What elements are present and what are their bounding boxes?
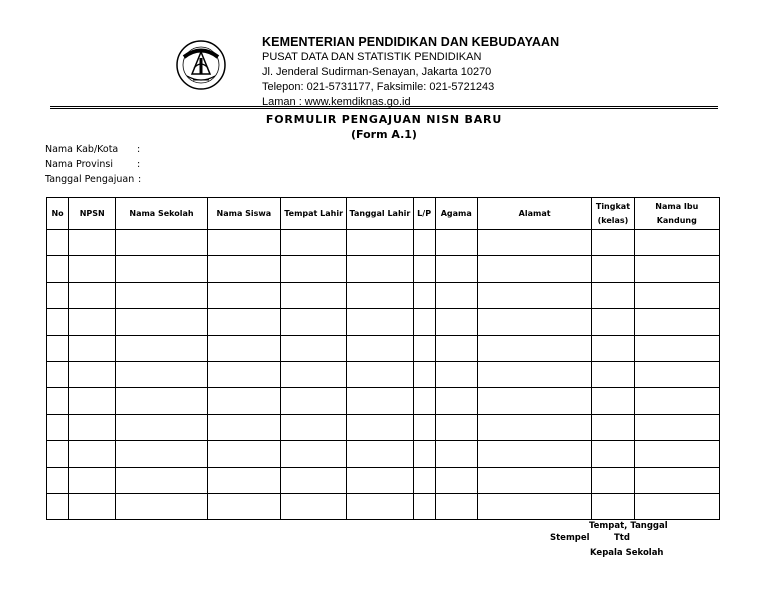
table-cell bbox=[116, 467, 207, 493]
table-row bbox=[47, 256, 720, 282]
table-cell bbox=[207, 441, 280, 467]
table-cell bbox=[634, 335, 719, 361]
address: Jl. Jenderal Sudirman-Senayan, Jakarta 10270 bbox=[262, 66, 492, 78]
table-cell bbox=[435, 361, 477, 387]
table-cell bbox=[592, 256, 634, 282]
table-cell bbox=[47, 335, 69, 361]
table-cell bbox=[435, 335, 477, 361]
header-agama: Agama bbox=[435, 198, 477, 230]
table-header-row bbox=[47, 198, 720, 230]
table-cell bbox=[413, 414, 435, 440]
table-cell bbox=[413, 361, 435, 387]
header-nama-ibu-kandung: Nama Ibu Kandung bbox=[634, 198, 719, 230]
table-cell bbox=[116, 361, 207, 387]
table-cell bbox=[69, 335, 116, 361]
table-cell bbox=[592, 414, 634, 440]
table-cell bbox=[347, 467, 413, 493]
table-row bbox=[47, 309, 720, 335]
field-label: Tanggal Pengajuan bbox=[45, 174, 135, 185]
table-cell bbox=[69, 230, 116, 256]
table-cell bbox=[281, 441, 347, 467]
table-cell bbox=[477, 493, 592, 519]
table-cell bbox=[207, 414, 280, 440]
table-cell bbox=[207, 335, 280, 361]
table-cell bbox=[207, 230, 280, 256]
table-cell bbox=[413, 230, 435, 256]
table-cell bbox=[347, 388, 413, 414]
table-cell bbox=[347, 361, 413, 387]
table-cell bbox=[413, 467, 435, 493]
table-cell bbox=[347, 230, 413, 256]
table-cell bbox=[116, 441, 207, 467]
table-cell bbox=[413, 309, 435, 335]
table-cell bbox=[69, 441, 116, 467]
table-cell bbox=[413, 493, 435, 519]
table-cell bbox=[47, 414, 69, 440]
website: Laman : www.kemdiknas.go.id bbox=[262, 96, 411, 108]
header-nama-siswa: Nama Siswa bbox=[207, 198, 280, 230]
table-cell bbox=[634, 361, 719, 387]
table-cell bbox=[477, 230, 592, 256]
table-cell bbox=[347, 493, 413, 519]
table-row bbox=[47, 335, 720, 361]
header-no: No bbox=[47, 198, 69, 230]
submission-table bbox=[46, 197, 720, 520]
table-cell bbox=[281, 493, 347, 519]
table-cell bbox=[477, 282, 592, 308]
table-row bbox=[47, 388, 720, 414]
table-cell bbox=[435, 441, 477, 467]
table-cell bbox=[207, 282, 280, 308]
table-cell bbox=[634, 388, 719, 414]
table-cell bbox=[477, 467, 592, 493]
table-cell bbox=[69, 361, 116, 387]
table-cell bbox=[281, 335, 347, 361]
table-row bbox=[47, 282, 720, 308]
field-label: Nama Provinsi bbox=[45, 159, 113, 170]
table-cell bbox=[435, 493, 477, 519]
table-cell bbox=[281, 414, 347, 440]
ministry-name: KEMENTERIAN PENDIDIKAN DAN KEBUDAYAAN bbox=[262, 35, 560, 49]
header-tempat-lahir: Tempat Lahir bbox=[281, 198, 347, 230]
table-cell bbox=[413, 282, 435, 308]
table-cell bbox=[281, 230, 347, 256]
table-cell bbox=[413, 388, 435, 414]
letterhead bbox=[262, 34, 559, 110]
table-cell bbox=[477, 361, 592, 387]
phone-fax: Telepon: 021-5731177, Faksimile: 021-5721243 bbox=[262, 81, 495, 93]
table-cell bbox=[634, 309, 719, 335]
table-cell bbox=[281, 388, 347, 414]
table-row bbox=[47, 441, 720, 467]
table-cell bbox=[634, 256, 719, 282]
table-cell bbox=[69, 388, 116, 414]
table-cell bbox=[281, 282, 347, 308]
table-cell bbox=[69, 493, 116, 519]
table-cell bbox=[281, 467, 347, 493]
header-npsn: NPSN bbox=[69, 198, 116, 230]
table-row bbox=[47, 230, 720, 256]
field-colon: : bbox=[137, 159, 141, 170]
table-cell bbox=[47, 361, 69, 387]
field-colon: : bbox=[138, 174, 142, 185]
header-lp: L/P bbox=[413, 198, 435, 230]
table-row bbox=[47, 361, 720, 387]
table-body bbox=[47, 230, 720, 520]
table-cell bbox=[592, 335, 634, 361]
table-cell bbox=[592, 361, 634, 387]
table-cell bbox=[207, 467, 280, 493]
table-cell bbox=[47, 467, 69, 493]
table-cell bbox=[435, 388, 477, 414]
table-cell bbox=[347, 309, 413, 335]
table-cell bbox=[69, 256, 116, 282]
table-cell bbox=[592, 467, 634, 493]
table-cell bbox=[477, 388, 592, 414]
table-row bbox=[47, 493, 720, 519]
center-name: PUSAT DATA DAN STATISTIK PENDIDIKAN bbox=[262, 51, 482, 63]
table-cell bbox=[477, 335, 592, 361]
signature-place-date: Tempat, Tanggal bbox=[589, 521, 668, 531]
table-cell bbox=[69, 309, 116, 335]
table-cell bbox=[116, 256, 207, 282]
table-cell bbox=[435, 230, 477, 256]
field-kab-kota bbox=[45, 142, 141, 157]
table-cell bbox=[592, 282, 634, 308]
table-cell bbox=[47, 256, 69, 282]
table-row bbox=[47, 467, 720, 493]
table-cell bbox=[347, 282, 413, 308]
form-fields bbox=[45, 142, 142, 187]
table-cell bbox=[435, 309, 477, 335]
table-cell bbox=[347, 256, 413, 282]
table-cell bbox=[634, 493, 719, 519]
table-cell bbox=[207, 309, 280, 335]
table-cell bbox=[435, 467, 477, 493]
table-cell bbox=[435, 414, 477, 440]
table-cell bbox=[477, 441, 592, 467]
table-cell bbox=[116, 414, 207, 440]
table-cell bbox=[207, 493, 280, 519]
table-cell bbox=[207, 388, 280, 414]
table-cell bbox=[281, 361, 347, 387]
form-code: (Form A.1) bbox=[351, 128, 417, 141]
header-tingkat-line1: Tingkat bbox=[595, 201, 631, 211]
table-cell bbox=[47, 230, 69, 256]
table-cell bbox=[477, 414, 592, 440]
table-cell bbox=[47, 309, 69, 335]
table-cell bbox=[435, 256, 477, 282]
table-cell bbox=[116, 493, 207, 519]
table-cell bbox=[413, 441, 435, 467]
table-cell bbox=[347, 441, 413, 467]
header-nama-sekolah: Nama Sekolah bbox=[116, 198, 207, 230]
table-cell bbox=[281, 256, 347, 282]
field-tanggal-pengajuan bbox=[45, 172, 142, 187]
table-cell bbox=[477, 256, 592, 282]
table-cell bbox=[47, 441, 69, 467]
table-cell bbox=[116, 230, 207, 256]
table-cell bbox=[592, 309, 634, 335]
table-cell bbox=[281, 309, 347, 335]
table-cell bbox=[592, 230, 634, 256]
signature-ttd: Ttd bbox=[614, 533, 630, 543]
table-cell bbox=[347, 335, 413, 361]
table-cell bbox=[47, 493, 69, 519]
table-cell bbox=[477, 309, 592, 335]
table-cell bbox=[116, 388, 207, 414]
form-title: FORMULIR PENGAJUAN NISN BARU bbox=[265, 113, 503, 126]
header-tanggal-lahir: Tanggal Lahir bbox=[347, 198, 413, 230]
table-cell bbox=[47, 388, 69, 414]
field-label: Nama Kab/Kota bbox=[45, 144, 119, 155]
table-cell bbox=[207, 361, 280, 387]
header-tingkat-line2: (kelas) bbox=[597, 215, 629, 225]
field-provinsi bbox=[45, 157, 141, 172]
table-cell bbox=[592, 493, 634, 519]
table-cell bbox=[413, 256, 435, 282]
table-cell bbox=[116, 335, 207, 361]
table-cell bbox=[592, 441, 634, 467]
table-cell bbox=[634, 467, 719, 493]
table-cell bbox=[634, 282, 719, 308]
table-cell bbox=[347, 414, 413, 440]
table-cell bbox=[116, 309, 207, 335]
signature-stamp: Stempel bbox=[550, 533, 590, 543]
table-cell bbox=[634, 230, 719, 256]
header-divider bbox=[50, 106, 718, 109]
table-cell bbox=[592, 388, 634, 414]
table-cell bbox=[634, 414, 719, 440]
field-colon: : bbox=[137, 144, 141, 155]
table-cell bbox=[47, 282, 69, 308]
table-cell bbox=[69, 467, 116, 493]
table-cell bbox=[116, 282, 207, 308]
table-cell bbox=[207, 256, 280, 282]
tut-wuri-handayani-logo-icon bbox=[172, 40, 230, 90]
table-cell bbox=[634, 441, 719, 467]
header-alamat: Alamat bbox=[477, 198, 592, 230]
table-cell bbox=[69, 414, 116, 440]
table-cell bbox=[435, 282, 477, 308]
signature-role: Kepala Sekolah bbox=[590, 548, 664, 558]
table-cell bbox=[69, 282, 116, 308]
table-cell bbox=[413, 335, 435, 361]
header-tingkat bbox=[592, 198, 634, 230]
table-row bbox=[47, 414, 720, 440]
